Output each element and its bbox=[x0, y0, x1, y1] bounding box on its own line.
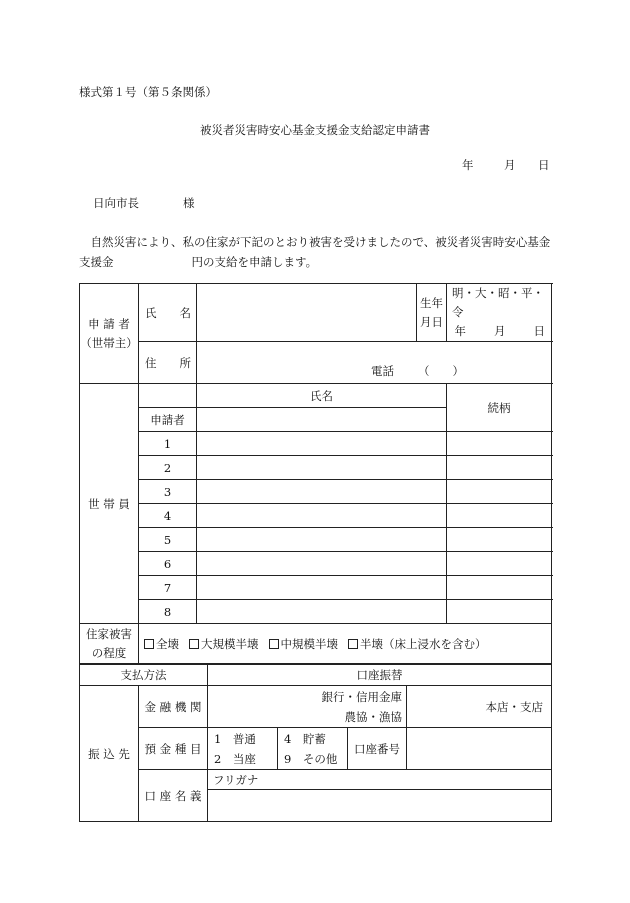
destination-label: 振 込 先 bbox=[80, 686, 139, 822]
household-relation-cell[interactable] bbox=[447, 432, 552, 456]
household-name-cell[interactable] bbox=[197, 576, 447, 600]
damage-option-half[interactable] bbox=[348, 637, 487, 651]
household-header-blank bbox=[139, 384, 197, 408]
deposit-type-options-a[interactable] bbox=[208, 728, 278, 770]
phone-label: 電話 bbox=[371, 364, 394, 378]
payment-method-label: 支払方法 bbox=[80, 664, 208, 686]
deposit-type-ordinary: 1 普通 bbox=[214, 731, 256, 746]
institution-label: 金 融 機 関 bbox=[139, 686, 208, 728]
checkbox-icon bbox=[189, 639, 199, 649]
household-name-cell[interactable] bbox=[197, 456, 447, 480]
addressee-suffix: 様 bbox=[183, 196, 195, 210]
account-number-label: 口座番号 bbox=[348, 728, 407, 770]
household-relation-cell[interactable] bbox=[447, 480, 552, 504]
branch-field[interactable] bbox=[407, 686, 552, 728]
application-date bbox=[462, 157, 550, 173]
checkbox-icon bbox=[348, 639, 358, 649]
payment-table bbox=[79, 663, 552, 822]
birth-month-label: 月 bbox=[494, 324, 506, 338]
account-number-field[interactable] bbox=[407, 728, 552, 770]
deposit-type-options-b[interactable] bbox=[278, 728, 348, 770]
household-relation-cell[interactable] bbox=[447, 576, 552, 600]
checkbox-icon bbox=[269, 639, 279, 649]
damage-option-label: 中規模半壊 bbox=[280, 637, 338, 651]
household-relation-cell[interactable] bbox=[447, 552, 552, 576]
birth-day-label: 日 bbox=[533, 324, 545, 338]
damage-options bbox=[139, 624, 552, 665]
account-name-label: 口 座 名 義 bbox=[139, 770, 208, 822]
address-label: 住 所 bbox=[139, 342, 197, 384]
addressee bbox=[93, 195, 195, 211]
payment-method-value: 口座振替 bbox=[208, 664, 552, 686]
institution-type-bank: 銀行・信用金庫 bbox=[321, 689, 402, 704]
damage-option-label: 半壊（床上浸水を含む） bbox=[360, 637, 487, 651]
household-row-number: 4 bbox=[139, 504, 197, 528]
applicant-section-label bbox=[80, 284, 139, 384]
address-field[interactable] bbox=[197, 342, 552, 384]
household-row-number: 7 bbox=[139, 576, 197, 600]
household-name-cell[interactable] bbox=[197, 552, 447, 576]
damage-option-total[interactable] bbox=[144, 637, 179, 651]
name-label: 氏 名 bbox=[139, 284, 197, 342]
household-row-number: 8 bbox=[139, 600, 197, 624]
checkbox-icon bbox=[144, 639, 154, 649]
household-row-number: 2 bbox=[139, 456, 197, 480]
institution-type-coop: 農協・漁協 bbox=[344, 709, 402, 724]
application-table bbox=[79, 283, 552, 665]
household-name-cell[interactable] bbox=[197, 528, 447, 552]
household-relation-cell[interactable] bbox=[447, 456, 552, 480]
damage-option-large-half[interactable] bbox=[189, 637, 259, 651]
era-options: 明・大・昭・平・令 bbox=[452, 286, 544, 319]
household-row-number: 5 bbox=[139, 528, 197, 552]
damage-option-medium-half[interactable] bbox=[269, 637, 339, 651]
birthdate-label bbox=[417, 284, 447, 342]
branch-label: 本店・支店 bbox=[485, 699, 543, 714]
damage-label-line1: 住家被害 bbox=[86, 627, 132, 641]
household-name-cell[interactable] bbox=[197, 432, 447, 456]
birthdate-ymd bbox=[452, 322, 551, 341]
birth-year-label: 年 bbox=[454, 324, 466, 338]
household-row-label-applicant: 申請者 bbox=[139, 408, 197, 432]
addressee-name: 日向市長 bbox=[93, 196, 139, 210]
damage-option-label: 全壊 bbox=[156, 637, 179, 651]
institution-field[interactable] bbox=[208, 686, 407, 728]
household-name-cell[interactable] bbox=[197, 480, 447, 504]
deposit-type-other: 9 その他 bbox=[284, 751, 338, 766]
statement-part-2: 円の支給を申請します。 bbox=[191, 255, 318, 269]
household-row-number: 6 bbox=[139, 552, 197, 576]
date-year-label: 年 bbox=[462, 158, 474, 172]
birthdate-label-line2: 月日 bbox=[420, 314, 443, 329]
deposit-type-savings: 4 貯蓄 bbox=[284, 731, 326, 746]
phone-parens: （ ） bbox=[418, 364, 464, 378]
birthdate-field[interactable] bbox=[447, 284, 552, 342]
applicant-name-field[interactable] bbox=[197, 284, 417, 342]
account-name-field[interactable] bbox=[208, 790, 552, 822]
form-number: 様式第１号（第５条関係） bbox=[79, 85, 217, 99]
application-statement bbox=[79, 232, 557, 272]
household-row-number: 1 bbox=[139, 432, 197, 456]
household-name-cell[interactable] bbox=[197, 600, 447, 624]
household-section-label: 世 帯 員 bbox=[80, 384, 139, 624]
household-name-cell[interactable] bbox=[197, 408, 447, 432]
household-relation-header: 続柄 bbox=[447, 384, 552, 432]
household-relation-cell[interactable] bbox=[447, 600, 552, 624]
household-relation-cell[interactable] bbox=[447, 504, 552, 528]
deposit-type-label: 預 金 種 目 bbox=[139, 728, 208, 770]
damage-option-label: 大規模半壊 bbox=[201, 637, 259, 651]
applicant-label: 申 請 者 bbox=[88, 316, 130, 331]
household-name-cell[interactable] bbox=[197, 504, 447, 528]
damage-label-line2: の程度 bbox=[91, 646, 127, 660]
household-name-header: 氏名 bbox=[197, 384, 447, 408]
furigana-field[interactable] bbox=[208, 770, 552, 790]
birthdate-label-line1: 生年 bbox=[420, 295, 443, 310]
deposit-type-current: 2 当座 bbox=[214, 751, 256, 766]
householder-label: （世帯主） bbox=[80, 335, 138, 350]
damage-label bbox=[80, 624, 139, 665]
statement-part-1: 自然災害により、私の住家が下記のとおり被害を受けましたので、被災者災害時安心基金支援金 bbox=[79, 235, 551, 269]
household-relation-cell[interactable] bbox=[447, 528, 552, 552]
document-title: 被災者災害時安心基金支援金支給認定申請書 bbox=[200, 123, 430, 137]
date-day-label: 日 bbox=[538, 158, 550, 172]
household-row-number: 3 bbox=[139, 480, 197, 504]
furigana-label: フリガナ bbox=[213, 772, 259, 787]
date-month-label: 月 bbox=[504, 158, 516, 172]
